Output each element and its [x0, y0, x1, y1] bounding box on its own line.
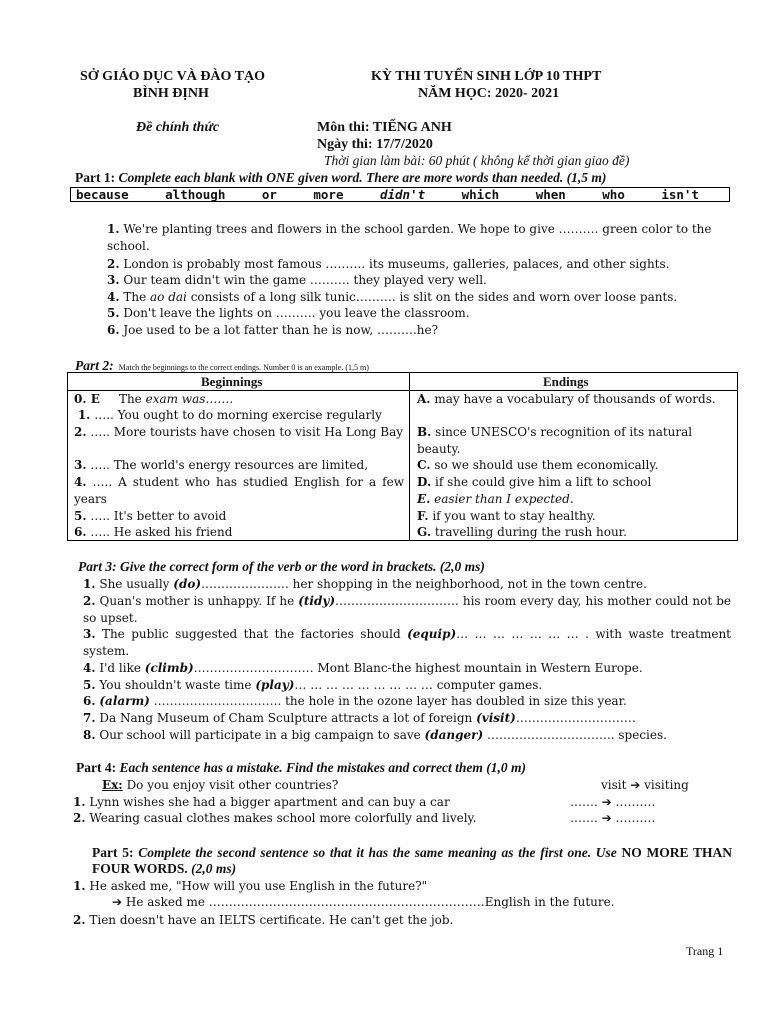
- header-left-line1: SỞ GIÁO DỤC VÀ ĐÀO TẠO: [80, 69, 266, 84]
- part1-item: 4. The ao dai consists of a long silk tunic………. is slit on the sides and worn over loose pants.: [107, 290, 678, 304]
- ending-row: G. travelling during the rush hour.: [417, 525, 627, 539]
- part1-item: 2. London is probably most famous ………. its museums, galleries, palaces, and other sights.: [107, 257, 670, 271]
- official-label: Đề chính thức: [136, 120, 220, 135]
- part4-heading: [76, 760, 526, 776]
- part5-item: 2. Tien doesn't have an IELTS certificate. He can't get the job.: [73, 913, 454, 927]
- part3-heading: [78, 559, 485, 575]
- part5-label: Part 5:: [92, 845, 134, 860]
- part5-rewrite: ➔ He asked me ……………………………………………………………English in the future.: [112, 895, 615, 909]
- header-right-line2: NĂM HỌC: 2020- 2021: [418, 86, 560, 101]
- word-bank-item: because: [76, 187, 129, 202]
- part3-item: 8. Our school will participate in a big campaign to save (danger) ………………………….. species.: [83, 728, 667, 742]
- right-arrow-icon: ➔: [630, 778, 641, 792]
- part1-item: 5. Don't leave the lights on ………. you leave the classroom.: [107, 306, 470, 320]
- part3-item: 2. Quan's mother is unhappy. If he (tidy)…………………………. his room every day, his mother could not be so upset.: [83, 594, 731, 625]
- right-arrow-icon: ➔: [112, 895, 123, 909]
- right-arrow-icon: ➔: [601, 811, 612, 825]
- part3-item: 5. You shouldn't waste time (play)… … … … … … … … … computer games.: [83, 678, 543, 692]
- part5-instruction: Complete the second sentence so that it has the same meaning as the first one. Use: [138, 845, 617, 860]
- part4-example-answer: visit ➔ visiting: [601, 778, 689, 792]
- ending-row: D. if she could give him a lift to school: [417, 475, 652, 489]
- part1-item: 1. We're planting trees and flowers in the school garden. We hope to give ………. green color to the school.: [107, 222, 712, 253]
- beginning-row: 6. ….. He asked his friend: [74, 525, 233, 539]
- word-bank-item: more: [313, 187, 344, 202]
- col-header-beginnings: Beginnings: [201, 374, 263, 389]
- part4-instruction: Each sentence has a mistake. Find the mistakes and correct them (1,0 m): [119, 760, 526, 775]
- part5-heading: [92, 845, 732, 877]
- part1-item: 6. Joe used to be a lot fatter than he is now, ……….he?: [107, 323, 439, 337]
- beginning-row: 5. ….. It's better to avoid: [74, 509, 227, 523]
- word-bank: [70, 187, 730, 202]
- part2-instruction: Match the beginnings to the correct endings. Number 0 is an example. (1,5 m): [118, 363, 369, 372]
- ending-row: E. easier than I expected.: [417, 492, 574, 506]
- exam-subject: Môn thi: TIẾNG ANH: [317, 120, 452, 135]
- part3-instruction: Give the correct form of the verb or the word in brackets. (2,0 ms): [120, 559, 485, 574]
- exam-date: Ngày thi: 17/7/2020: [317, 137, 433, 152]
- ending-row: C. so we should use them economically.: [417, 458, 659, 472]
- part4-item: 1. Lynn wishes she had a bigger apartment and can buy a car: [73, 795, 450, 809]
- part3-label: Part 3:: [78, 559, 117, 574]
- ending-row: F. if you want to stay healthy.: [417, 509, 596, 523]
- part3-item: 6. (alarm) ………………………….. the hole in the ozone layer has doubled in size this year.: [83, 694, 627, 708]
- beginning-row: 2. ….. More tourists have chosen to visit Ha Long Bay: [74, 425, 404, 439]
- matching-table: [67, 372, 738, 541]
- ending-row: A. may have a vocabulary of thousands of words.: [417, 392, 716, 406]
- page-number: Trang 1: [686, 944, 724, 958]
- part3-item: 7. Da Nang Museum of Cham Sculpture attracts a lot of foreign (visit)…………………………: [83, 711, 636, 725]
- beginning-example: 0. E The exam was…….: [74, 392, 234, 406]
- part4-item-answer: ……. ➔ ……….: [570, 795, 656, 809]
- part1-label: Part 1:: [75, 170, 116, 185]
- part3-item: 4. I'd like (climb)………………………… Mont Blanc-the highest mountain in Western Europe.: [83, 661, 643, 675]
- part4-item-answer: ……. ➔ ……….: [570, 811, 656, 825]
- part5-points: (2,0 ms): [191, 861, 237, 876]
- part1-heading: [75, 170, 606, 186]
- word-bank-item: isn't: [661, 187, 699, 202]
- word-bank-item: didn't: [379, 187, 426, 202]
- part1-item: 3. Our team didn't win the game ………. they played very well.: [107, 273, 487, 287]
- beginning-row: 3. ….. The world's energy resources are limited,: [74, 458, 369, 472]
- word-bank-item: who: [602, 187, 625, 202]
- right-arrow-icon: ➔: [601, 795, 612, 809]
- part4-example: Ex: Do you enjoy visit other countries?: [102, 778, 339, 792]
- part5-item: 1. He asked me, "How will you use English in the future?": [73, 879, 428, 893]
- word-bank-item: which: [461, 187, 500, 202]
- part3-item: 1. She usually (do)…………………. her shopping in the neighborhood, not in the town centre.: [83, 577, 647, 591]
- part4-item: 2. Wearing casual clothes makes school more colorfully and lively.: [73, 811, 477, 825]
- exam-time: Thời gian làm bài: 60 phút ( không kể thời gian giao đề): [324, 153, 630, 168]
- word-bank-item: although: [165, 187, 226, 202]
- col-header-endings: Endings: [543, 374, 589, 389]
- beginning-row: 1. ….. You ought to do morning exercise regularly: [77, 408, 382, 422]
- part5-instruction-emphasis: NO MORE THAN FOUR WORDS.: [92, 845, 732, 876]
- word-bank-item: or: [261, 187, 277, 202]
- word-bank-item: when: [535, 187, 566, 202]
- ending-row: B. since UNESCO's recognition of its natural beauty.: [417, 425, 693, 456]
- part4-label: Part 4:: [76, 760, 117, 775]
- part3-item: 3. The public suggested that the factories should (equip)… … … … … … … . with waste treatment system.: [83, 627, 731, 658]
- part2-label: Part 2:: [75, 358, 114, 373]
- part1-instruction: Complete each blank with ONE given word. There are more words than needed. (1,5 m): [118, 170, 607, 185]
- header-left-line2: BÌNH ĐỊNH: [133, 86, 209, 101]
- beginning-row: 4. ….. A student who has studied English for a few years: [74, 475, 404, 506]
- header-right-line1: KỲ THI TUYỂN SINH LỚP 10 THPT: [371, 69, 602, 84]
